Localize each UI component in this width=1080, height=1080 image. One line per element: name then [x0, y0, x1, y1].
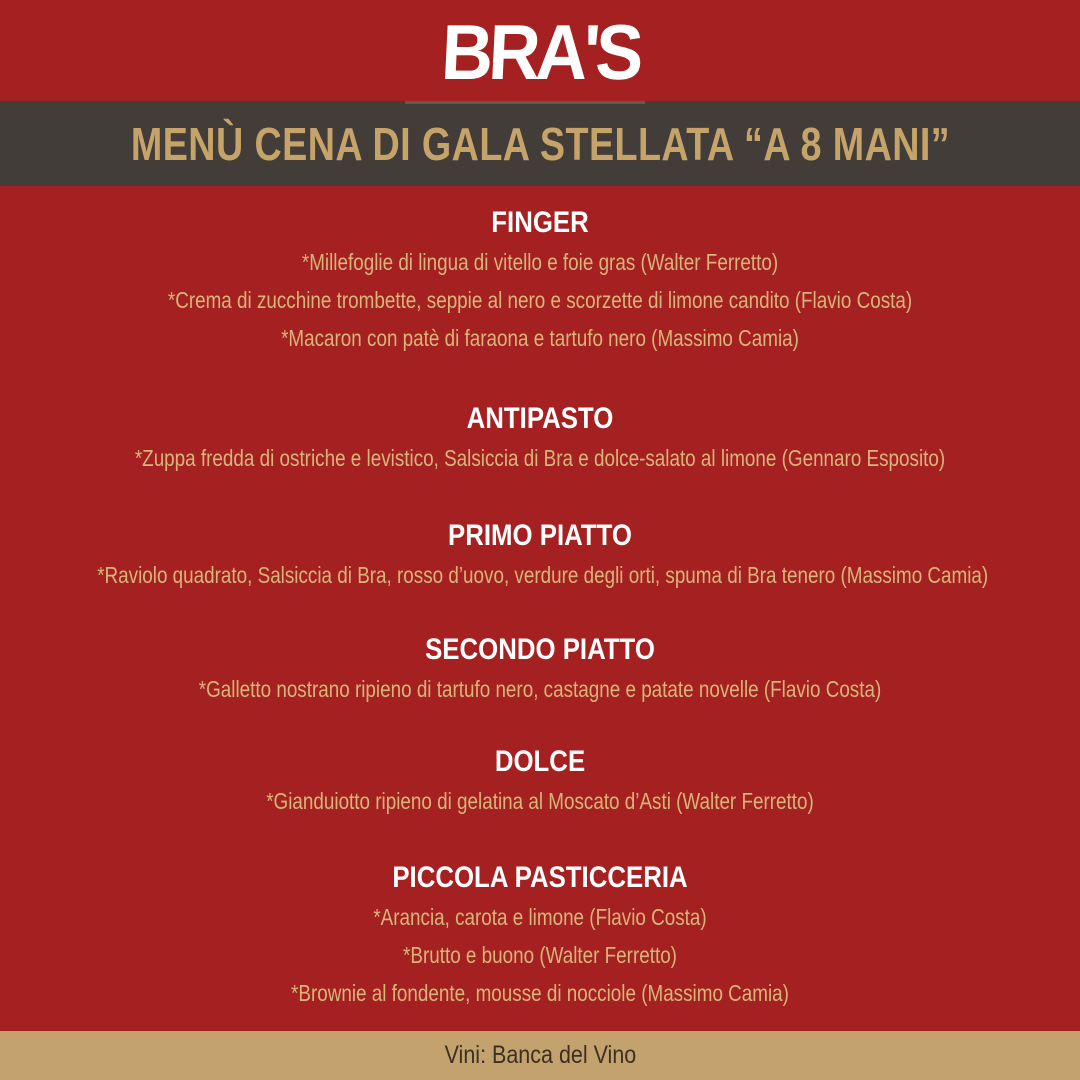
menu-item: *Raviolo quadrato, Salsiccia di Bra, rosso d’uovo, verdure degli orti, spuma di Bra tenero (Massimo Camia): [97, 562, 989, 588]
section-piccola-pasticceria: [0, 858, 1080, 1012]
title-bar: [0, 101, 1080, 186]
decorative-divider: [405, 101, 645, 104]
page-title: MENÙ CENA DI GALA STELLATA “A 8 MANI”: [130, 117, 950, 170]
section-heading: PICCOLA PASTICCERIA: [392, 861, 688, 894]
section-heading: FINGER: [491, 206, 589, 239]
section-heading: PRIMO PIATTO: [448, 519, 632, 552]
section-heading: SECONDO PIATTO: [425, 633, 655, 666]
section-finger: [0, 203, 1080, 357]
menu-item: *Macaron con patè di faraona e tartufo nero (Massimo Camia): [281, 325, 799, 351]
menu-item: *Crema di zucchine trombette, seppie al nero e scorzette di limone candito (Flavio Costa): [167, 287, 913, 313]
logo-text: BRA'S: [439, 8, 641, 96]
section-heading: ANTIPASTO: [466, 402, 614, 435]
menu-item: *Galletto nostrano ripieno di tartufo nero, castagne e patate novelle (Flavio Costa): [198, 676, 882, 702]
menu-item: *Millefoglie di lingua di vitello e foie gras (Walter Ferretto): [301, 249, 779, 275]
wine-credit: Vini: Banca del Vino: [444, 1041, 636, 1069]
menu-item: *Zuppa fredda di ostriche e levistico, Salsiccia di Bra e dolce-salato al limone (Gennaro Esposito): [134, 445, 946, 471]
menu-item: *Arancia, carota e limone (Flavio Costa): [373, 904, 707, 930]
menu-content: [0, 203, 1080, 1025]
section-primo-piatto: [0, 516, 1080, 594]
menu-item: *Brutto e buono (Walter Ferretto): [403, 942, 677, 968]
section-secondo-piatto: [0, 630, 1080, 708]
menu-item: *Gianduiotto ripieno di gelatina al Moscato d’Asti (Walter Ferretto): [266, 788, 814, 814]
menu-item: *Brownie al fondente, mousse di nocciole (Massimo Camia): [291, 980, 789, 1006]
section-dolce: [0, 742, 1080, 820]
section-antipasto: [0, 399, 1080, 477]
footer-bar: [0, 1031, 1080, 1080]
brand-logo: [0, 0, 1080, 100]
section-heading: DOLCE: [494, 745, 586, 778]
